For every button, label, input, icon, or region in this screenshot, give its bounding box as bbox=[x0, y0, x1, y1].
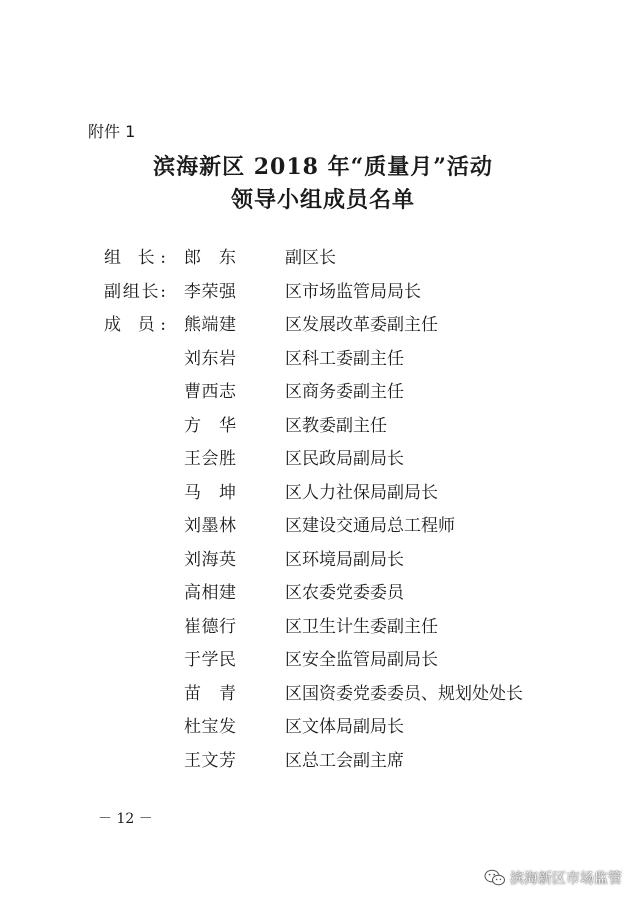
member-name: 刘东岩 bbox=[184, 348, 236, 369]
roster-row bbox=[0, 544, 638, 578]
roster-row bbox=[0, 711, 638, 745]
member-name: 杜宝发 bbox=[184, 717, 236, 737]
member-name: 曹西志 bbox=[184, 382, 236, 402]
member-position: 区人力社保局副局长 bbox=[285, 482, 438, 503]
member-position: 区建设交通局总工程师 bbox=[285, 516, 455, 536]
roster-row bbox=[0, 745, 638, 779]
member-name: 王文芳 bbox=[184, 750, 236, 771]
watermark-text: 滨海新区市场监管 bbox=[510, 871, 622, 887]
role-label: 组 长: bbox=[104, 248, 166, 268]
member-name: 刘墨林 bbox=[184, 516, 236, 536]
member-position: 区教委副主任 bbox=[285, 415, 387, 436]
member-position: 区总工会副主席 bbox=[285, 750, 404, 771]
attachment-label: 附件 1 bbox=[88, 122, 136, 141]
roster-row bbox=[0, 443, 638, 477]
roster-row bbox=[0, 376, 638, 410]
member-name: 于学民 bbox=[184, 650, 236, 670]
member-position: 区文体局副局长 bbox=[285, 717, 404, 737]
roster-row bbox=[0, 477, 638, 511]
member-name: 王会胜 bbox=[184, 449, 236, 469]
roster-row bbox=[0, 678, 638, 712]
page-number: － 12 － bbox=[98, 811, 153, 827]
roster-row bbox=[0, 577, 638, 611]
document-title-line2: 领导小组成员名单 bbox=[230, 187, 415, 213]
member-position: 区国资委党委委员、规划处处长 bbox=[285, 683, 523, 704]
member-position: 区安全监管局副局长 bbox=[285, 650, 438, 670]
member-position: 区商务委副主任 bbox=[285, 382, 404, 402]
member-name: 马 坤 bbox=[184, 482, 236, 503]
member-name: 熊端建 bbox=[184, 315, 236, 335]
member-position: 区卫生计生委副主任 bbox=[285, 616, 438, 637]
role-label: 成 员: bbox=[104, 315, 166, 335]
roster-row bbox=[0, 276, 638, 310]
role-label: 副组长: bbox=[104, 281, 166, 302]
member-name: 高相建 bbox=[184, 583, 236, 603]
document-title-line1: 滨海新区 2018 年“质量月”活动 bbox=[153, 154, 493, 180]
roster-row bbox=[0, 309, 638, 343]
member-position: 区市场监管局局长 bbox=[285, 281, 421, 302]
member-name: 郎 东 bbox=[184, 248, 236, 268]
wechat-icon bbox=[484, 869, 506, 887]
member-roster bbox=[0, 242, 638, 778]
member-position: 副区长 bbox=[285, 248, 336, 268]
member-position: 区民政局副局长 bbox=[285, 449, 404, 469]
watermark bbox=[484, 868, 622, 888]
roster-row bbox=[0, 611, 638, 645]
roster-row bbox=[0, 410, 638, 444]
member-position: 区农委党委委员 bbox=[285, 583, 404, 603]
member-name: 苗 青 bbox=[184, 683, 236, 704]
member-position: 区科工委副主任 bbox=[285, 348, 404, 369]
roster-row bbox=[0, 343, 638, 377]
member-name: 方 华 bbox=[184, 415, 236, 436]
member-name: 崔德行 bbox=[184, 616, 236, 637]
member-name: 刘海英 bbox=[184, 549, 236, 570]
member-position: 区发展改革委副主任 bbox=[285, 315, 438, 335]
roster-row bbox=[0, 242, 638, 276]
roster-row bbox=[0, 644, 638, 678]
roster-row bbox=[0, 510, 638, 544]
member-name: 李荣强 bbox=[184, 281, 236, 302]
member-position: 区环境局副局长 bbox=[285, 549, 404, 570]
